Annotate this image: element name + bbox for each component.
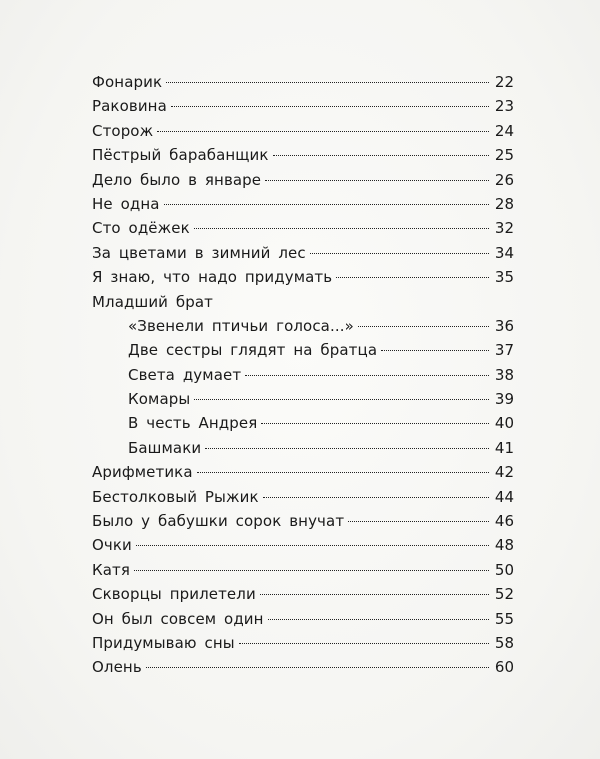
toc-entry-title: Он был совсем один xyxy=(92,609,264,628)
dot-leader xyxy=(336,277,489,278)
dot-leader xyxy=(136,545,489,546)
toc-entry-title: Пёстрый барабанщик xyxy=(92,146,269,165)
toc-entry-page: 48 xyxy=(494,536,514,555)
toc-entry-page: 58 xyxy=(494,633,514,652)
toc-entry[interactable] xyxy=(92,655,514,679)
dot-leader xyxy=(205,448,489,449)
dot-leader xyxy=(164,204,489,205)
dot-leader xyxy=(245,375,489,376)
toc-entry-page: 55 xyxy=(494,609,514,628)
toc-entry[interactable] xyxy=(92,582,514,606)
toc-entry-title: Скворцы прилетели xyxy=(92,585,256,604)
toc-entry[interactable] xyxy=(92,363,514,387)
dot-leader xyxy=(358,326,489,327)
toc-entry[interactable] xyxy=(92,631,514,655)
toc-entry[interactable] xyxy=(92,70,514,94)
toc-entry-page: 60 xyxy=(494,658,514,677)
dot-leader xyxy=(265,180,489,181)
dot-leader xyxy=(310,253,489,254)
dot-leader xyxy=(197,472,489,473)
toc-entry-title: Комары xyxy=(128,390,191,409)
dot-leader xyxy=(263,497,489,498)
toc-entry-page: 46 xyxy=(494,512,514,531)
toc-entry[interactable] xyxy=(92,168,514,192)
dot-leader xyxy=(194,399,489,400)
toc-entry[interactable] xyxy=(92,216,514,240)
toc-entry-title: Башмаки xyxy=(128,438,202,457)
toc-entry[interactable] xyxy=(92,533,514,557)
toc-entry-page: 41 xyxy=(494,438,514,457)
dot-leader xyxy=(381,350,489,351)
toc-entry-page: 39 xyxy=(494,390,514,409)
toc-entry-title: Сторож xyxy=(92,121,154,140)
toc-entry[interactable] xyxy=(92,192,514,216)
toc-entry[interactable] xyxy=(92,436,514,460)
toc-entry-page: 23 xyxy=(494,97,514,116)
toc-entry[interactable] xyxy=(92,607,514,631)
toc-entry-page: 50 xyxy=(494,560,514,579)
toc-entry-page: 24 xyxy=(494,121,514,140)
toc-entry-page: 36 xyxy=(494,316,514,335)
toc-entry-title: Раковина xyxy=(92,97,167,116)
toc-entry-title: Очки xyxy=(92,536,132,555)
toc-entry-title: Света думает xyxy=(128,365,242,384)
toc-entry-title: Было у бабушки сорок внучат xyxy=(92,512,345,531)
dot-leader xyxy=(171,106,489,107)
toc-entry-title: Олень xyxy=(92,658,142,677)
toc-entry-page: 32 xyxy=(494,219,514,238)
dot-leader xyxy=(239,643,489,644)
dot-leader xyxy=(273,155,489,156)
toc-entry-title: В честь Андрея xyxy=(128,414,258,433)
toc-entry-title: Дело было в январе xyxy=(92,170,262,189)
toc-entry-title: Не одна xyxy=(92,194,160,213)
toc-entry-title: «Звенели птичьи голоса...» xyxy=(128,316,354,335)
toc-entry-page: 25 xyxy=(494,146,514,165)
dot-leader xyxy=(194,228,489,229)
toc-entry-title: Сто одёжек xyxy=(92,219,190,238)
toc-entry-title: Фонарик xyxy=(92,73,163,91)
toc-entry-page: 40 xyxy=(494,414,514,433)
toc-entry-page: 52 xyxy=(494,585,514,604)
dot-leader xyxy=(166,82,489,83)
toc-entry-title: Придумываю сны xyxy=(92,633,235,652)
toc-entry-title: Арифметика xyxy=(92,463,193,482)
toc-entry-page: 35 xyxy=(494,268,514,287)
toc-entry-title: Младший брат xyxy=(92,292,213,311)
toc-entry-page: 26 xyxy=(494,170,514,189)
toc-entry-page: 34 xyxy=(494,243,514,262)
toc-entry-title: Я знаю, что надо придумать xyxy=(92,268,333,287)
dot-leader xyxy=(146,667,489,668)
toc-entry[interactable] xyxy=(92,143,514,167)
toc-entry[interactable] xyxy=(92,485,514,509)
dot-leader xyxy=(134,570,489,571)
toc-entry-page: 44 xyxy=(494,487,514,506)
dot-leader xyxy=(348,521,489,522)
toc-entry[interactable] xyxy=(92,509,514,533)
toc-entry[interactable] xyxy=(92,558,514,582)
toc-entry[interactable] xyxy=(92,94,514,118)
toc-entry[interactable] xyxy=(92,460,514,484)
toc-entry-page: 38 xyxy=(494,365,514,384)
toc-entry[interactable] xyxy=(92,119,514,143)
toc-entry[interactable] xyxy=(92,241,514,265)
dot-leader xyxy=(268,619,489,620)
toc-entry[interactable] xyxy=(92,290,514,314)
toc-entry[interactable] xyxy=(92,387,514,411)
dot-leader xyxy=(157,131,489,132)
toc-entry[interactable] xyxy=(92,338,514,362)
dot-leader xyxy=(261,423,489,424)
toc-entry[interactable] xyxy=(92,265,514,289)
toc-entry[interactable] xyxy=(92,314,514,338)
dot-leader xyxy=(260,594,489,595)
toc-entry-page: 37 xyxy=(494,341,514,360)
toc-entry-page: 28 xyxy=(494,194,514,213)
table-of-contents xyxy=(92,70,514,680)
toc-entry[interactable] xyxy=(92,411,514,435)
toc-entry-page: 42 xyxy=(494,463,514,482)
toc-entry-title: Катя xyxy=(92,560,131,579)
toc-entry-title: За цветами в зимний лес xyxy=(92,243,306,262)
toc-entry-page: 22 xyxy=(494,73,514,91)
toc-entry-title: Бестолковый Рыжик xyxy=(92,487,259,506)
toc-entry-title: Две сестры глядят на братца xyxy=(128,341,378,360)
